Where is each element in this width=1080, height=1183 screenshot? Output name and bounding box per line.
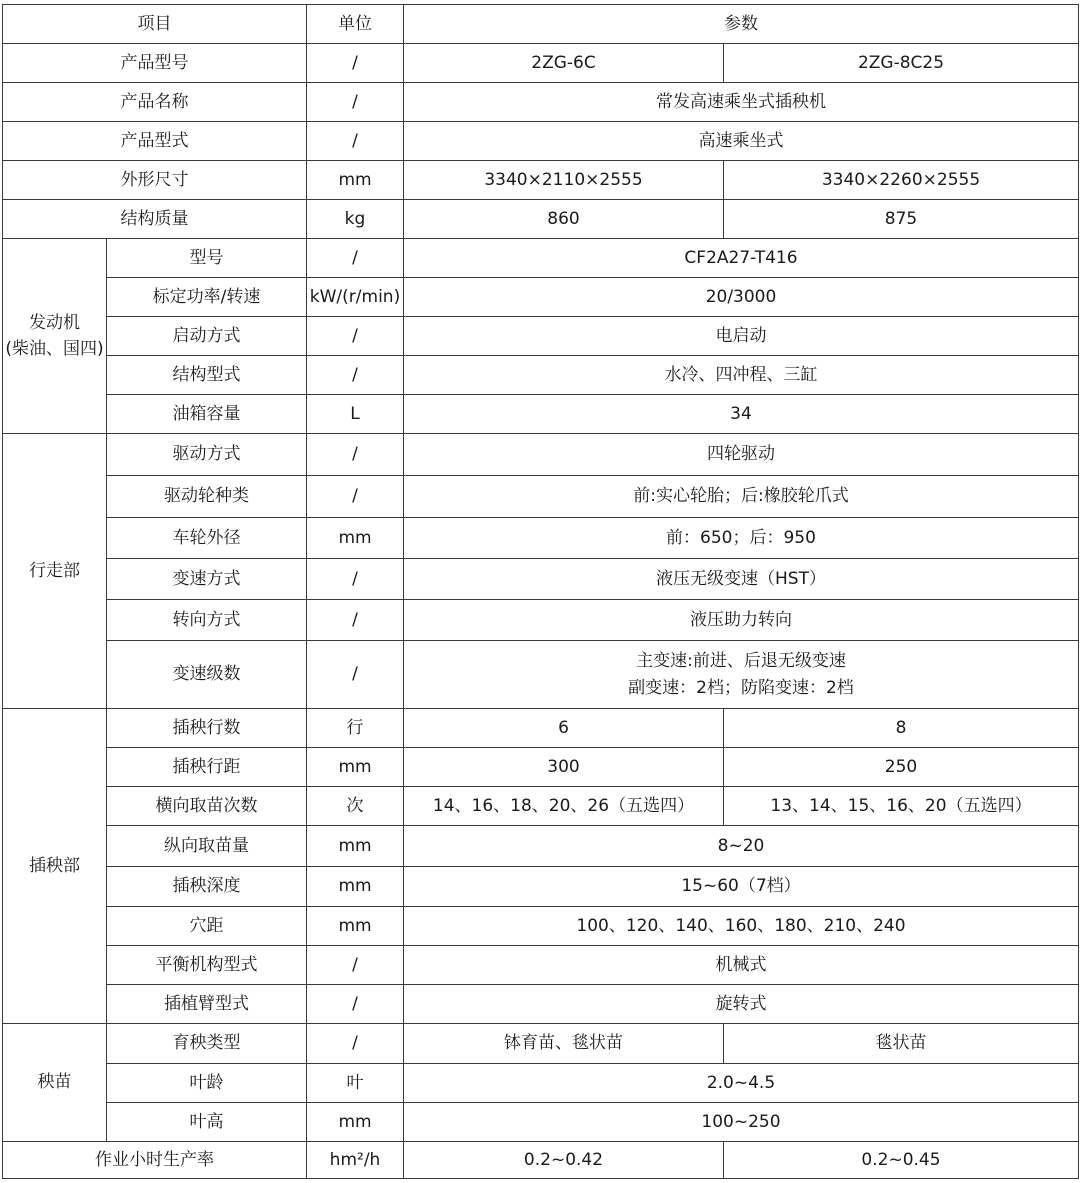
row-value-2: 毯状苗 — [724, 1024, 1079, 1064]
table-row — [3, 83, 1079, 122]
row-label: 驱动方式 — [107, 434, 307, 476]
table-row — [3, 317, 1079, 356]
row-value: 常发高速乘坐式插秧机 — [404, 83, 1079, 122]
row-unit: kW/(r/min) — [307, 278, 404, 317]
header-param: 参数 — [404, 5, 1079, 44]
row-value-2: 250 — [724, 748, 1079, 787]
table-row — [3, 356, 1079, 395]
category-engine-title: 发动机 — [29, 312, 80, 333]
row-unit: / — [307, 946, 404, 985]
table-row — [3, 946, 1079, 985]
row-value: 水冷、四冲程、三缸 — [404, 356, 1079, 395]
row-label: 插秧行距 — [107, 748, 307, 787]
row-unit: / — [307, 476, 404, 518]
row-value: 机械式 — [404, 946, 1079, 985]
row-unit: / — [307, 641, 404, 709]
row-label: 纵向取苗量 — [107, 826, 307, 867]
row-unit: mm — [307, 518, 404, 559]
row-unit: / — [307, 122, 404, 161]
table-row — [3, 748, 1079, 787]
table-row — [3, 559, 1079, 600]
row-unit: 叶 — [307, 1064, 404, 1103]
row-label: 变速级数 — [107, 641, 307, 709]
row-value-1: 860 — [404, 200, 724, 239]
table-row — [3, 985, 1079, 1024]
table-row — [3, 395, 1079, 434]
row-value — [404, 641, 1079, 709]
row-value: 前：650；后：950 — [404, 518, 1079, 559]
row-label: 车轮外径 — [107, 518, 307, 559]
row-unit: mm — [307, 1103, 404, 1142]
row-unit: / — [307, 356, 404, 395]
table-row — [3, 600, 1079, 641]
table-row — [3, 1024, 1079, 1064]
table-row — [3, 641, 1079, 709]
row-value-1: 2ZG-6C — [404, 44, 724, 83]
table-row — [3, 787, 1079, 826]
row-unit: / — [307, 1024, 404, 1064]
row-label: 产品名称 — [3, 83, 307, 122]
row-value: 20/3000 — [404, 278, 1079, 317]
row-value-1: 3340×2110×2555 — [404, 161, 724, 200]
row-value-1: 6 — [404, 709, 724, 748]
table-row — [3, 518, 1079, 559]
row-value-2: 3340×2260×2555 — [724, 161, 1079, 200]
row-unit: mm — [307, 867, 404, 907]
header-row — [3, 5, 1079, 44]
row-label: 油箱容量 — [107, 395, 307, 434]
row-label: 驱动轮种类 — [107, 476, 307, 518]
row-value-1: 钵育苗、毯状苗 — [404, 1024, 724, 1064]
row-label: 叶龄 — [107, 1064, 307, 1103]
row-unit: / — [307, 44, 404, 83]
row-label: 叶高 — [107, 1103, 307, 1142]
row-value-1: 300 — [404, 748, 724, 787]
row-unit: / — [307, 600, 404, 641]
row-label: 标定功率/转速 — [107, 278, 307, 317]
row-value-line: 副变速：2档；防陷变速：2档 — [628, 677, 854, 698]
row-value-2: 8 — [724, 709, 1079, 748]
table-row — [3, 434, 1079, 476]
row-label: 外形尺寸 — [3, 161, 307, 200]
row-unit: / — [307, 83, 404, 122]
row-label: 插秧深度 — [107, 867, 307, 907]
table-row — [3, 278, 1079, 317]
row-unit: 行 — [307, 709, 404, 748]
row-unit: / — [307, 239, 404, 278]
header-item: 项目 — [3, 5, 307, 44]
row-value: 前:实心轮胎；后:橡胶轮爪式 — [404, 476, 1079, 518]
row-label: 结构质量 — [3, 200, 307, 239]
row-unit: mm — [307, 161, 404, 200]
row-unit: / — [307, 317, 404, 356]
table-row — [3, 1142, 1079, 1179]
row-unit: kg — [307, 200, 404, 239]
row-value: 100、120、140、160、180、210、240 — [404, 907, 1079, 946]
row-unit: L — [307, 395, 404, 434]
row-label: 产品型式 — [3, 122, 307, 161]
row-value: 100~250 — [404, 1103, 1079, 1142]
table-row — [3, 476, 1079, 518]
category-planting: 插秧部 — [3, 709, 107, 1024]
row-label: 作业小时生产率 — [3, 1142, 307, 1179]
row-value: 34 — [404, 395, 1079, 434]
row-unit: / — [307, 559, 404, 600]
row-value-line: 主变速:前进、后退无级变速 — [636, 651, 846, 672]
table-row — [3, 826, 1079, 867]
spec-table — [2, 4, 1079, 1179]
category-travel: 行走部 — [3, 434, 107, 709]
table-row — [3, 709, 1079, 748]
row-unit: mm — [307, 907, 404, 946]
table-row — [3, 44, 1079, 83]
row-value: 液压无级变速（HST） — [404, 559, 1079, 600]
row-label: 平衡机构型式 — [107, 946, 307, 985]
row-label: 育秧类型 — [107, 1024, 307, 1064]
row-value: 电启动 — [404, 317, 1079, 356]
row-value: 四轮驱动 — [404, 434, 1079, 476]
table-row — [3, 1103, 1079, 1142]
row-label: 启动方式 — [107, 317, 307, 356]
table-row — [3, 161, 1079, 200]
row-unit: / — [307, 985, 404, 1024]
table-row — [3, 239, 1079, 278]
row-value: 15~60（7档） — [404, 867, 1079, 907]
table-row — [3, 122, 1079, 161]
row-label: 穴距 — [107, 907, 307, 946]
row-value-1: 14、16、18、20、26（五选四） — [404, 787, 724, 826]
row-label: 型号 — [107, 239, 307, 278]
row-unit: mm — [307, 826, 404, 867]
row-value-2: 0.2~0.45 — [724, 1142, 1079, 1179]
row-label: 变速方式 — [107, 559, 307, 600]
row-label: 转向方式 — [107, 600, 307, 641]
row-value: 8~20 — [404, 826, 1079, 867]
row-unit: / — [307, 434, 404, 476]
category-engine — [3, 239, 107, 434]
row-label: 横向取苗次数 — [107, 787, 307, 826]
row-label: 插秧行数 — [107, 709, 307, 748]
header-unit: 单位 — [307, 5, 404, 44]
row-value-1: 0.2~0.42 — [404, 1142, 724, 1179]
row-value: 液压助力转向 — [404, 600, 1079, 641]
row-value: 高速乘坐式 — [404, 122, 1079, 161]
category-engine-subtitle: (柴油、国四) — [5, 339, 104, 359]
row-label: 结构型式 — [107, 356, 307, 395]
row-value: CF2A27-T416 — [404, 239, 1079, 278]
row-unit: hm²/h — [307, 1142, 404, 1179]
table-row — [3, 200, 1079, 239]
row-value: 2.0~4.5 — [404, 1064, 1079, 1103]
row-value-2: 2ZG-8C25 — [724, 44, 1079, 83]
row-value: 旋转式 — [404, 985, 1079, 1024]
table-row — [3, 867, 1079, 907]
category-seedling: 秧苗 — [3, 1024, 107, 1142]
row-unit: mm — [307, 748, 404, 787]
row-label: 插植臂型式 — [107, 985, 307, 1024]
table-row — [3, 907, 1079, 946]
row-unit: 次 — [307, 787, 404, 826]
row-value-2: 13、14、15、16、20（五选四） — [724, 787, 1079, 826]
row-value-2: 875 — [724, 200, 1079, 239]
table-row — [3, 1064, 1079, 1103]
row-label: 产品型号 — [3, 44, 307, 83]
